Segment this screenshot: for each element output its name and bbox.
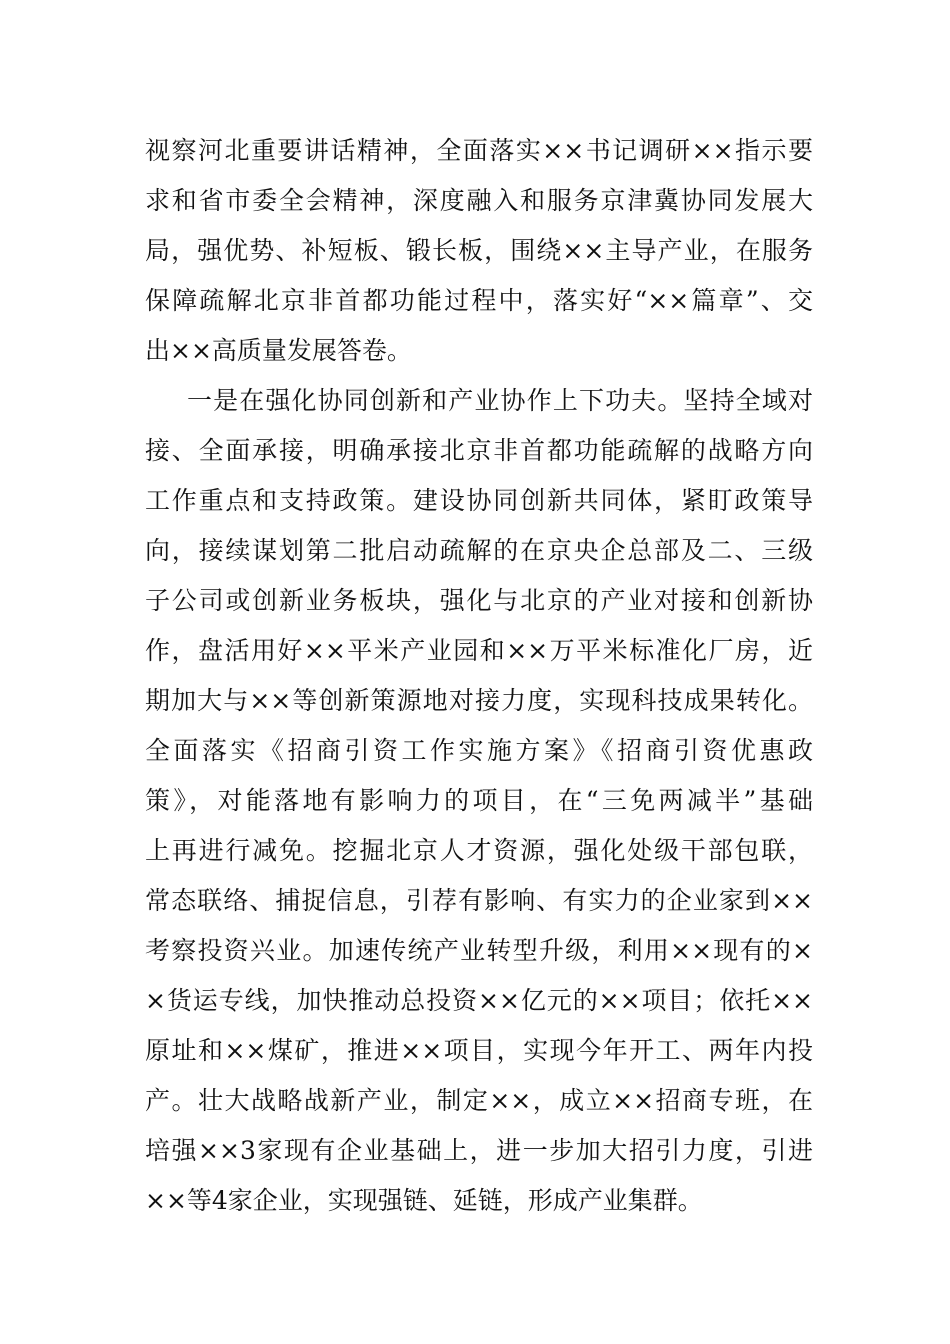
text-line: 向，接续谋划第二批启动疏解的在京央企总部及二、三级	[145, 536, 813, 565]
text-line: 局，强优势、补短板、锻长板，围绕××主导产业，在服务	[145, 236, 813, 265]
text-line: 保障疏解北京非首都功能过程中，落实好“××篇章”、交	[145, 286, 813, 315]
text-line: 工作重点和支持政策。建设协同创新共同体，紧盯政策导	[145, 486, 813, 515]
text-line: 视察河北重要讲话精神，全面落实××书记调研××指示要	[145, 136, 813, 165]
text-line: 作，盘活用好××平米产业园和××万平米标准化厂房，近	[145, 636, 813, 665]
text-line: 考察投资兴业。加速传统产业转型升级，利用××现有的×	[145, 936, 813, 965]
text-line: 上再进行减免。挖掘北京人才资源，强化处级干部包联，	[145, 836, 813, 865]
text-line: 原址和××煤矿，推进××项目，实现今年开工、两年内投	[145, 1036, 813, 1065]
text-line: 子公司或创新业务板块，强化与北京的产业对接和创新协	[145, 586, 813, 615]
text-line: 常态联络、捕捉信息，引荐有影响、有实力的企业家到××	[145, 886, 813, 915]
document-body	[145, 126, 813, 1226]
text-line: 接、全面承接，明确承接北京非首都功能疏解的战略方向	[145, 436, 813, 465]
text-line: 出××高质量发展答卷。	[145, 336, 412, 365]
text-line: 求和省市委全会精神，深度融入和服务京津冀协同发展大	[145, 186, 813, 215]
paragraph-1	[145, 126, 813, 376]
paragraph-2	[145, 376, 813, 1226]
text-line: 全面落实《招商引资工作实施方案》《招商引资优惠政	[145, 736, 813, 765]
text-line: ××等4家企业，实现强链、延链，形成产业集群。	[145, 1186, 703, 1215]
text-line: 一是在强化协同创新和产业协作上下功夫。坚持全域对	[187, 386, 813, 415]
text-line: ×货运专线，加快推动总投资××亿元的××项目；依托××	[145, 986, 813, 1015]
text-line: 策》，对能落地有影响力的项目，在“三免两减半”基础	[145, 786, 813, 815]
text-line: 培强××3家现有企业基础上，进一步加大招引力度，引进	[145, 1136, 813, 1165]
text-line: 期加大与××等创新策源地对接力度，实现科技成果转化。	[145, 686, 813, 715]
text-line: 产。壮大战略战新产业，制定××，成立××招商专班，在	[145, 1086, 813, 1115]
